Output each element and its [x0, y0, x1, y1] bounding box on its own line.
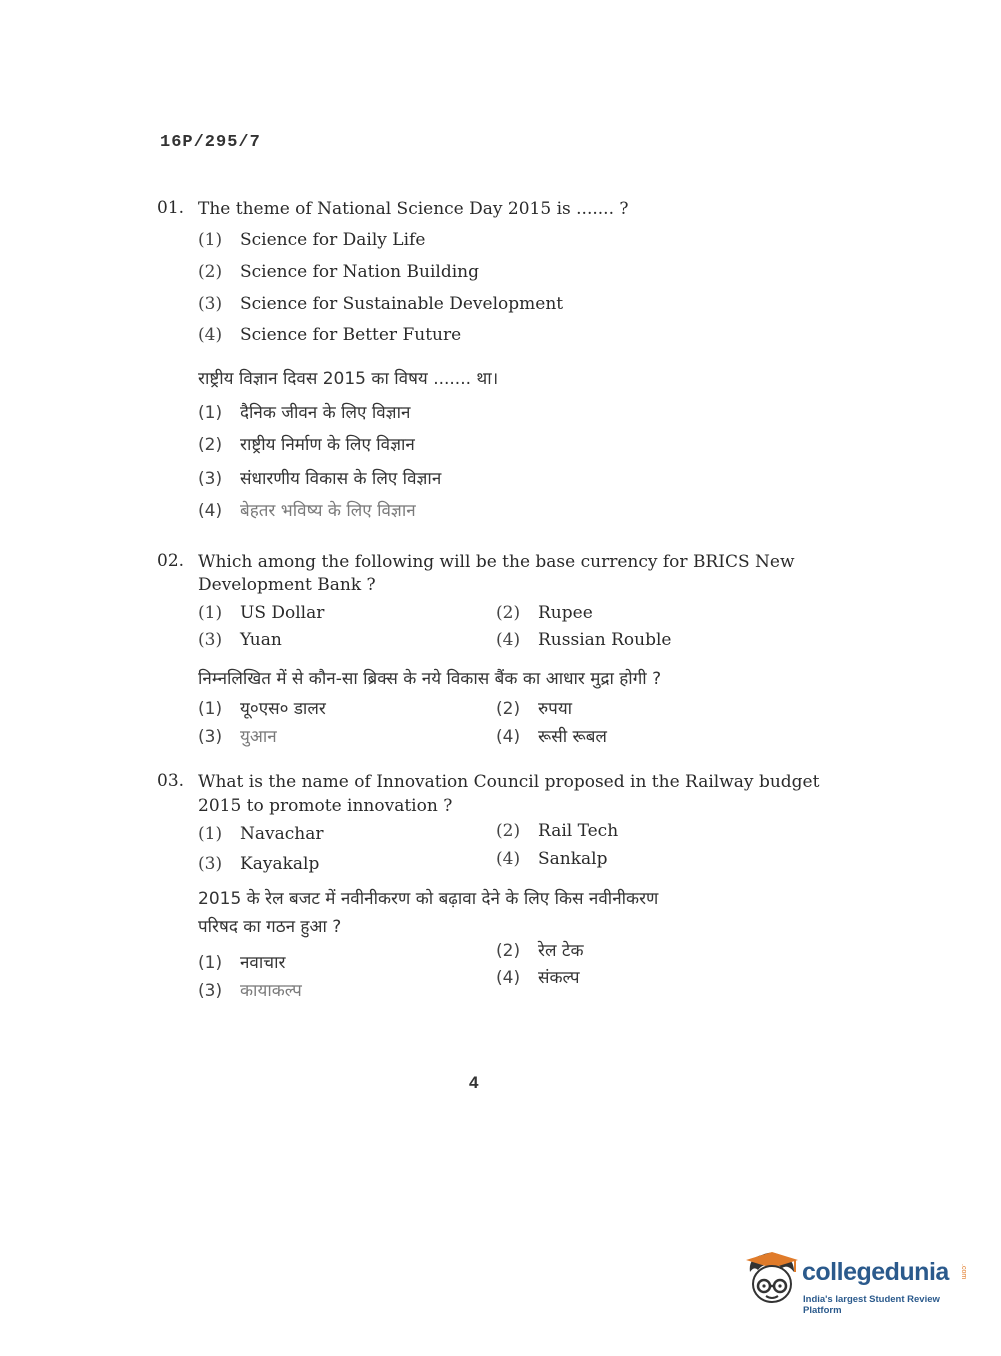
- option-text: Navachar: [240, 824, 324, 844]
- option-number: (3): [198, 981, 223, 1001]
- option-en-3: [198, 854, 319, 874]
- option-hi-4: [198, 498, 416, 521]
- option-text: Kayakalp: [240, 854, 320, 874]
- option-hi-1: [198, 950, 285, 973]
- option-number: (1): [198, 603, 223, 623]
- option-hi-1: [198, 696, 326, 719]
- option-text: दैनिक जीवन के लिए विज्ञान: [240, 403, 411, 423]
- option-number: (3): [198, 727, 223, 747]
- option-hi-3: [198, 978, 302, 1001]
- option-text: Russian Rouble: [538, 630, 672, 650]
- option-en-1: [198, 230, 425, 250]
- option-text: रेल टेक: [538, 941, 584, 961]
- paper-code: 16P/295/7: [160, 133, 261, 152]
- mascot-icon: [742, 1250, 802, 1312]
- option-number: (3): [198, 294, 223, 314]
- option-number: (3): [198, 630, 223, 650]
- option-text: Rail Tech: [538, 821, 619, 841]
- option-hi-1: [198, 400, 410, 423]
- option-hi-4: [496, 724, 607, 747]
- option-text: Science for Better Future: [240, 325, 462, 345]
- option-en-2: [496, 821, 618, 841]
- option-text: Science for Sustainable Development: [240, 294, 564, 314]
- option-text: रूसी रूबल: [538, 727, 607, 747]
- option-en-4: [496, 849, 608, 869]
- option-text: राष्ट्रीय निर्माण के लिए विज्ञान: [240, 435, 415, 455]
- option-en-4: [496, 630, 672, 650]
- collegedunia-watermark: [742, 1250, 972, 1320]
- option-number: (1): [198, 824, 223, 844]
- option-number: (4): [198, 501, 223, 521]
- option-en-1: [198, 603, 324, 623]
- option-number: (1): [198, 953, 223, 973]
- option-hi-2: [496, 696, 572, 719]
- option-hi-2: [198, 432, 415, 455]
- page-number: 4: [469, 1073, 479, 1092]
- option-hi-4: [496, 965, 580, 988]
- option-text: संकल्प: [538, 968, 580, 988]
- question-text-en-line-2: Development Bank ?: [198, 575, 376, 595]
- option-number: (1): [198, 403, 223, 423]
- option-hi-3: [198, 466, 441, 489]
- option-number: (2): [198, 262, 223, 282]
- option-text: Science for Daily Life: [240, 230, 426, 250]
- option-number: (4): [496, 630, 521, 650]
- option-en-2: [198, 262, 479, 282]
- option-text: Yuan: [240, 630, 282, 650]
- question-number: 01.: [157, 198, 185, 218]
- option-text: Rupee: [538, 603, 593, 623]
- option-text: नवाचार: [240, 953, 286, 973]
- question-text-hi: निम्नलिखित में से कौन-सा ब्रिक्स के नये विकास बैंक का आधार मुद्रा होगी ?: [198, 669, 662, 689]
- option-en-3: [198, 294, 563, 314]
- option-en-1: [198, 824, 323, 844]
- option-en-2: [496, 603, 593, 623]
- option-number: (4): [496, 849, 521, 869]
- option-number: (1): [198, 230, 223, 250]
- question-text-en-line-1: What is the name of Innovation Council proposed in the Railway budget: [198, 772, 820, 792]
- option-number: (1): [198, 699, 223, 719]
- brand-name: collegedunia: [802, 1258, 949, 1286]
- option-hi-3: [198, 724, 277, 747]
- option-text: युआन: [240, 727, 277, 747]
- option-en-4: [198, 325, 461, 345]
- question-text-en-line-1: Which among the following will be the base currency for BRICS New: [198, 552, 795, 572]
- question-text-en: The theme of National Science Day 2015 is ....... ?: [198, 199, 629, 219]
- option-number: (2): [496, 699, 521, 719]
- option-text: रुपया: [538, 699, 573, 719]
- option-number: (3): [198, 469, 223, 489]
- brand-tagline: India's largest Student Review Platform: [803, 1294, 940, 1316]
- question-number: 02.: [157, 551, 185, 571]
- question-number: 03.: [157, 771, 185, 791]
- question-text-en-line-2: 2015 to promote innovation ?: [198, 796, 453, 816]
- option-en-3: [198, 630, 282, 650]
- option-hi-2: [496, 938, 584, 961]
- option-text: संधारणीय विकास के लिए विज्ञान: [240, 469, 442, 489]
- option-text: यू०एस० डालर: [240, 699, 326, 719]
- option-number: (2): [496, 603, 521, 623]
- option-number: (4): [198, 325, 223, 345]
- option-number: (2): [198, 435, 223, 455]
- option-text: Science for Nation Building: [240, 262, 479, 282]
- option-number: (2): [496, 821, 521, 841]
- question-text-hi-line-2: परिषद का गठन हुआ ?: [198, 917, 342, 937]
- option-number: (4): [496, 968, 521, 988]
- option-number: (4): [496, 727, 521, 747]
- question-text-hi: राष्ट्रीय विज्ञान दिवस 2015 का विषय ....... था।: [198, 369, 499, 389]
- option-text: Sankalp: [538, 849, 608, 869]
- option-number: (2): [496, 941, 521, 961]
- option-text: बेहतर भविष्य के लिए विज्ञान: [240, 501, 416, 521]
- question-text-hi-line-1: 2015 के रेल बजट में नवीनीकरण को बढ़ावा देने के लिए किस नवीनीकरण: [198, 889, 659, 909]
- option-text: कायाकल्प: [240, 981, 302, 1001]
- option-number: (3): [198, 854, 223, 874]
- brand-suffix: .com: [960, 1264, 967, 1280]
- option-text: US Dollar: [240, 603, 325, 623]
